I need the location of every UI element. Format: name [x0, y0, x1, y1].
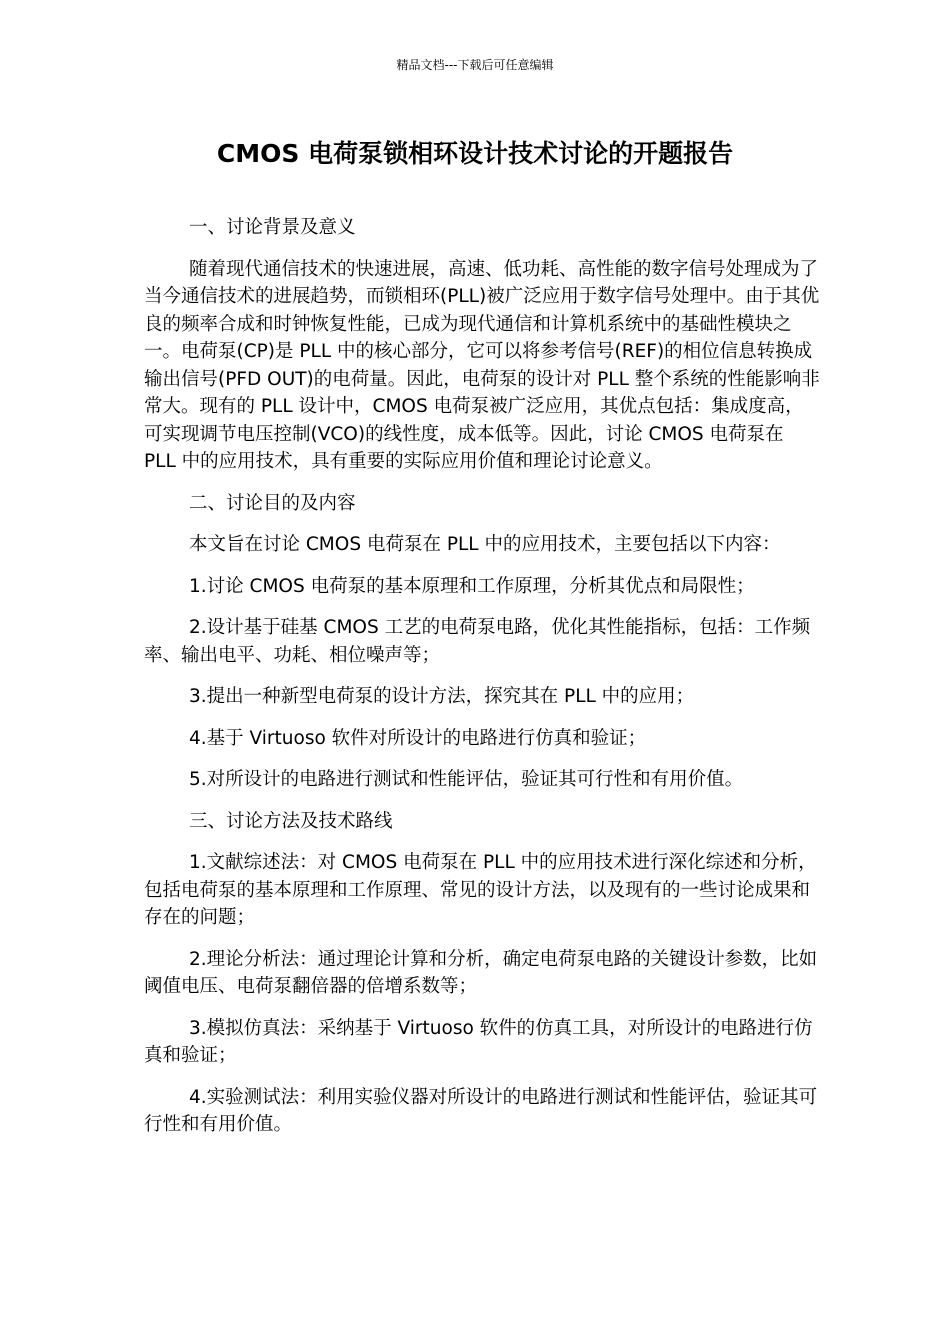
list-item-objective: 4.基于 Virtuoso 软件对所设计的电路进行仿真和验证；: [189, 727, 647, 749]
list-item-objective: 1.讨论 CMOS 电荷泵的基本原理和工作原理，分析其优点和局限性；: [189, 575, 755, 597]
list-item-method: 2.理论分析法：通过理论计算和分析，确定电荷泵电路的关键设计参数，比如阈值电压、电荷泵翻倍器的倍增系数等；: [144, 948, 818, 997]
list-item-objective: 2.设计基于硅基 CMOS 工艺的电荷泵电路，优化其性能指标，包括：工作频率、输出电平、功耗、相位噪声等；: [144, 617, 811, 666]
list-item-objective: 5.对所设计的电路进行测试和性能评估，验证其可行性和有用价值。: [189, 769, 744, 790]
list-item-method: 1.文献综述法：对 CMOS 电荷泵在 PLL 中的应用技术进行深化综述和分析，包括电荷泵的基本原理和工作原理、常见的设计方法，以及现有的一些讨论成果和存在的问题；: [144, 852, 817, 928]
section-heading-background: 一、讨论背景及意义: [189, 217, 356, 238]
document-title: CMOS 电荷泵锁相环设计技术讨论的开题报告: [216, 139, 734, 168]
paragraph-background: 随着现代通信技术的快速进展，高速、低功耗、高性能的数字信号处理成为了当今通信技术的进展趋势，而锁相环(PLL)被广泛应用于数字信号处理中。由于其优良的频率合成和时钟恢复性能，已成为现代通信和计算机系统中的基础性模块之一。电荷泵(CP)是 PLL 中的核心部分，它可以将参考信号(REF)的相位信息转换成输出信号(PFD OUT)的电荷量。因此，电荷泵的设计对 PLL 整个系统的性能影响非常大。现有的 PLL 设计中，CMOS 电荷泵被广泛应用，其优点包括：集成度高，可实现调节电压控制(VCO)的线性度，成本低等。因此，讨论 CMOS 电荷泵在 PLL 中的应用技术，具有重要的实际应用价值和理论讨论意义。: [144, 258, 820, 472]
document-body: [144, 214, 820, 1153]
list-item-method: 3.模拟仿真法：采纳基于 Virtuoso 软件的仿真工具，对所设计的电路进行仿真和验证；: [144, 1017, 813, 1066]
section-heading-methods: 三、讨论方法及技术路线: [189, 810, 393, 832]
list-item-objective: 3.提出一种新型电荷泵的设计方法，探究其在 PLL 中的应用；: [189, 686, 695, 707]
list-item-method: 4.实验测试法：利用实验仪器对所设计的电路进行测试和性能评估，验证其可行性和有用价值。: [144, 1086, 818, 1135]
paragraph-objectives-intro: 本文旨在讨论 CMOS 电荷泵在 PLL 中的应用技术，主要包括以下内容：: [189, 534, 781, 555]
header-note: 精品文档---下载后可任意编辑: [396, 58, 554, 72]
section-heading-objectives: 二、讨论目的及内容: [189, 492, 356, 514]
